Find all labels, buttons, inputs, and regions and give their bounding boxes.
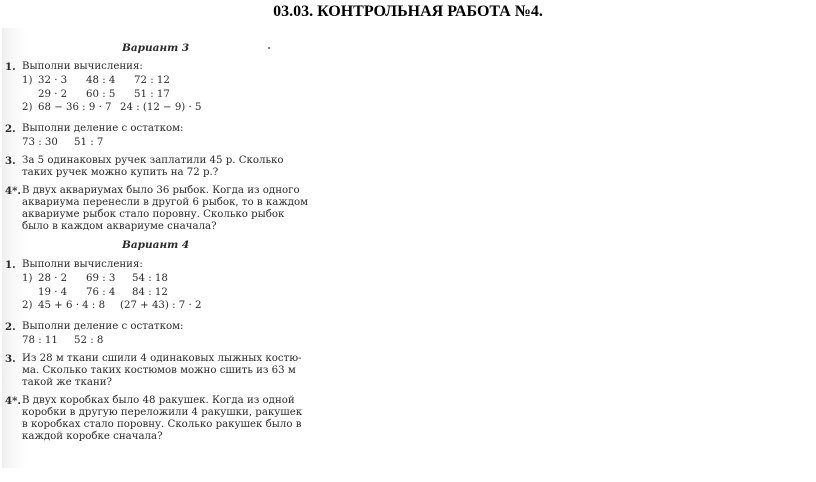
v4-expr: 69 : 3 [86,273,116,284]
v4-expr: (27 + 43) : 7 · 2 [120,300,202,311]
v4-expr: 28 · 2 [38,273,68,284]
v3-expr: 29 · 2 [38,89,68,100]
v3-expr: 48 : 4 [86,75,116,86]
v3-task1-text: Выполни вычисления: [22,61,143,72]
v4-task4-line: В двух коробках было 48 ракушек. Когда из одной [22,395,295,406]
v3-task3-line: таких ручек можно купить на 72 р.? [22,167,219,178]
v3-task3-line: За 5 одинаковых ручек заплатили 45 р. Сколько [22,155,284,166]
v3-task4-number: 4*. [5,185,21,197]
v3-expr: 72 : 12 [134,75,170,86]
v3-expr: 51 : 17 [134,89,170,100]
v4-expr: 84 : 12 [132,287,168,298]
v4-task4-line: в коробках стало поровну. Сколько ракушек было в [22,419,302,430]
v4-task2-number: 2. [5,321,16,333]
v3-expr: 73 : 30 [22,137,58,148]
v3-expr: 51 : 7 [74,137,104,148]
v4-task3-line: ма. Сколько таких костюмов можно сшить из 63 м [22,365,296,376]
v4-task3-number: 3. [5,353,16,365]
v3-expr: 24 : (12 − 9) · 5 [120,102,202,113]
v4-task3-line: Из 28 м ткани сшили 4 одинаковых лыжных костю- [22,353,302,364]
v4-expr: 52 : 8 [74,335,104,346]
v4-task4-line: каждой коробке сначала? [22,431,163,442]
v3-task2-text: Выполни деление с остатком: [22,123,184,134]
variant-4-heading: Вариант 4 [122,239,190,251]
v4-task1-number: 1. [5,259,16,271]
v4-expr: 19 · 4 [38,287,68,298]
v4-expr: 78 : 11 [22,335,58,346]
v3-task1-part1-label: 1) [22,75,33,86]
v4-task3-line: такой же ткани? [22,377,112,388]
v3-task4-line: было в каждом аквариуме сначала? [22,221,217,232]
v4-expr: 76 : 4 [86,287,116,298]
worksheet-scan [2,28,312,468]
v3-task4-line: В двух аквариумах было 36 рыбок. Когда из одного [22,185,300,196]
v3-task1-number: 1. [5,61,16,73]
v3-task1-part2-label: 2) [22,102,33,113]
v4-task1-text: Выполни вычисления: [22,259,143,270]
v4-task1-part2-label: 2) [22,300,33,311]
v3-expr: 68 − 36 : 9 · 7 [38,102,112,113]
v3-task2-number: 2. [5,123,16,135]
v4-task4-line: коробки в другую переложили 4 ракушки, ракушек [22,407,303,418]
variant-3-heading: Вариант 3 [122,42,190,54]
v4-task4-number: 4*. [5,395,21,407]
v3-expr: 60 : 5 [86,89,116,100]
v3-expr: 32 · 3 [38,75,68,86]
v4-task2-text: Выполни деление с остатком: [22,321,184,332]
scan-speck [268,47,270,49]
v4-expr: 45 + 6 · 4 : 8 [38,300,106,311]
v4-expr: 54 : 18 [132,273,168,284]
v4-task1-part1-label: 1) [22,273,33,284]
v3-task4-line: аквариуме рыбок стало поровну. Сколько рыбок [22,209,285,220]
page-title: 03.03. КОНТРОЛЬНАЯ РАБОТА №4. [273,3,543,20]
v3-task4-line: аквариума перенесли в другой 6 рыбок, то в каждом [22,197,309,208]
v3-task3-number: 3. [5,155,16,167]
